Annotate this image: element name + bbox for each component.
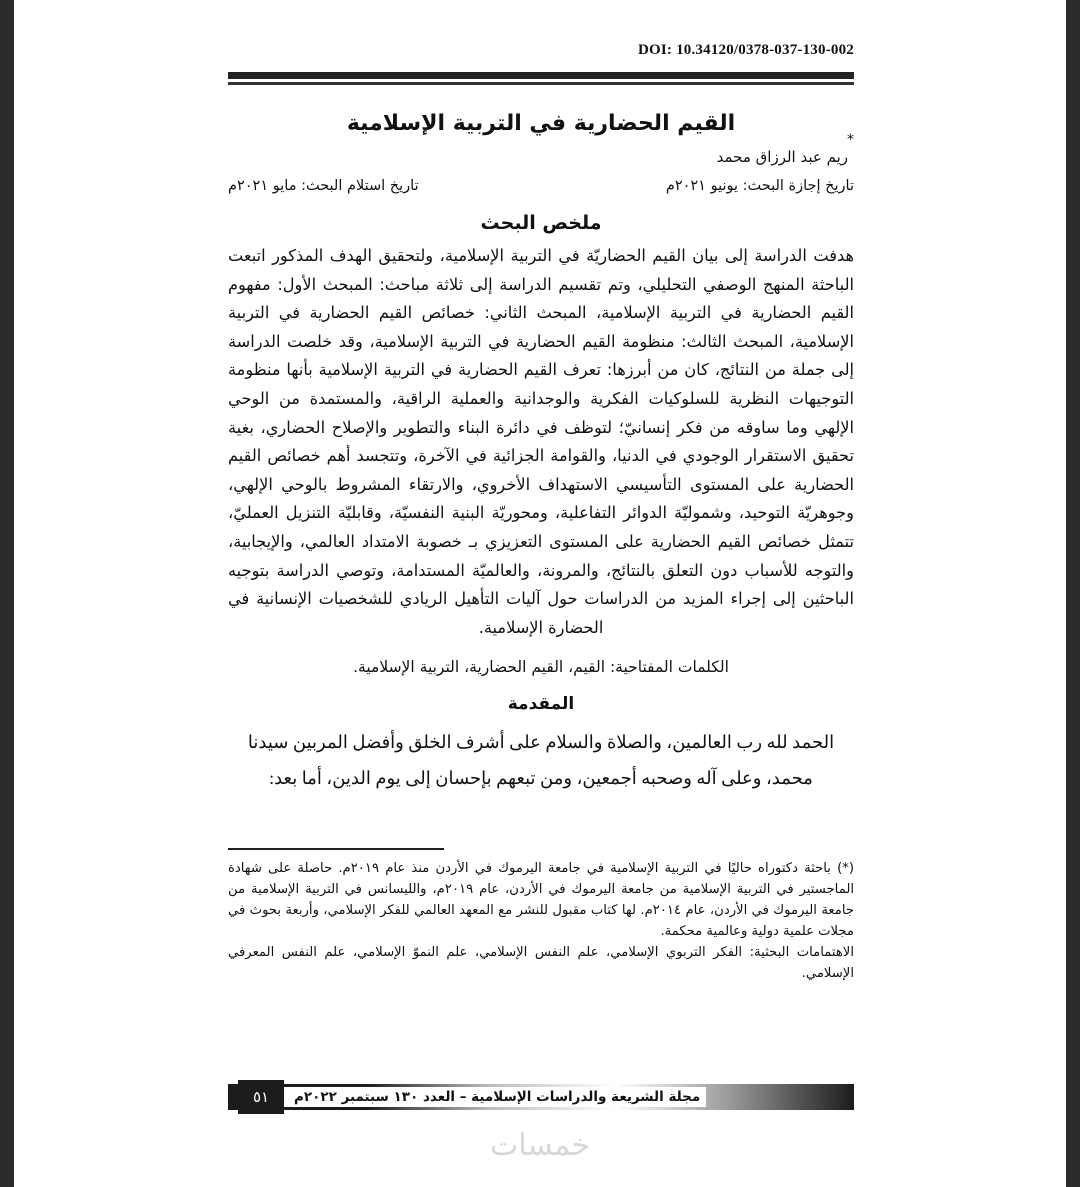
page-footer [228,1080,854,1114]
received-date: تاريخ استلام البحث: مايو ٢٠٢١م [228,178,419,194]
introduction-line-2: محمد، وعلى آله وصحبه أجمعين، ومن تبعهم بإحسان إلى يوم الدين، أما بعد: [269,768,813,789]
journal-info: مجلة الشريعة والدراسات الإسلامية – العدد ١٣٠ سبتمبر ٢٠٢٢م [284,1087,706,1107]
introduction-body [228,724,854,796]
keywords-line: الكلمات المفتاحية: القيم، القيم الحضارية، التربية الإسلامية. [353,658,729,677]
page-content [228,0,854,984]
footnotes-block [228,858,854,984]
introduction-line-1: الحمد لله رب العالمين، والصلاة والسلام على أشرف الخلق وأفضل المربين سيدنا [247,732,835,753]
author-footnote-marker: * [847,132,854,148]
footnote-author-bio: (*) باحثة دكتوراه حاليًا في التربية الإسلامية في جامعة اليرموك في الأردن منذ عام ٢٠١٩م. حاصلة على شهادة الماجستير في التربية الإسلامية من جامعة اليرموك في الأردن، عام ٢٠١٩م، والليسانس في التربية الإسلامية من جامعة اليرموك في الأردن، عام ٢٠١٤م. لها كتاب مقبول للنشر مع المعهد العالمي للفكر الإسلامي، وأربعة بحوث في مجلات علمية دولية وعالمية محكمة. [228,861,854,940]
right-screen-margin [1066,0,1080,1187]
abstract-paragraph: هدفت الدراسة إلى بيان القيم الحضاريّة في التربية الإسلامية، ولتحقيق الهدف المذكور اتبعت الباحثة المنهج الوصفي التحليلي، وتم تقسيم الدراسة إلى ثلاثة مباحث: المبحث الأول: مفهوم القيم الحضارية في التربية الإسلامية، المبحث الثاني: خصائص القيم الحضارية في التربية الإسلامية، المبحث الثالث: منظومة القيم الحضارية في التربية الإسلامية، وقد خلصت الدراسة إلى جملة من النتائج، كان من أبرزها: تعرف القيم الحضارية في التربية الإسلامية بأنها منظومة التوجيهات النظرية للسلوكيات الفكرية والوجدانية والعملية الراقية، والمستمدة من الوحي الإلهي وما ساوقه من فكر إنسانيّ؛ لتوظف في دائرة البناء والتطوير والإصلاح الحضاري، بغية تحقيق الاستقرار الوجودي في الدنيا، والقوامة الجزائية في الآخرة، وتتجسد أهم خصائص القيم الحضارية على المستوى التأسيسي الاستهداف الأخروي، والارتقاء المشروط بالوحي الإلهي، وجوهريّة التوحيد، وشموليّة الدوائر التفاعلية، ومحوريّة البنية النفسيّة، وقابليّة التنزيل العمليّ، تتمثل خصائص القيم الحضارية على المستوى التعزيزي بـ خصوبة الامتداد العالمي، والإيجابية، والتوجه للأسباب دون التعلق بالنتائج، والمرونة، والعالميّة المستدامة، وتوصي الدراسة بتوجيه الباحثين إلى إجراء المزيد من الدراسات حول آليات التأهيل الريادي للشخصيات الإنسانية في الحضارة الإسلامية. [228,246,854,637]
abstract-heading: ملخص البحث [480,212,602,234]
footnote-research-interests: الاهتمامات البحثية: الفكر التربوي الإسلامي، علم النفس الإسلامي، علم النموّ الإسلامي، علم النفس المعرفي الإسلامي. [228,945,854,982]
footer-inner [228,1080,854,1114]
dates-row [228,178,854,194]
header-rule-thin [228,82,854,85]
page-number: ٥١ [238,1080,284,1114]
page-title: القيم الحضارية في التربية الإسلامية [346,111,736,136]
doi-text: DOI: 10.34120/0378-037-130-002 [638,42,854,58]
abstract-body [228,242,854,642]
author-row [228,132,854,166]
accepted-date: تاريخ إجازة البحث: يونيو ٢٠٢١م [665,178,854,194]
footnote-separator [228,848,444,850]
header-rule-thick [228,72,854,79]
watermark-text: خمسات [489,1128,591,1163]
left-screen-margin [0,0,14,1187]
author-name: ريم عبد الرزاق محمد [716,148,848,166]
introduction-heading: المقدمة [507,694,575,715]
